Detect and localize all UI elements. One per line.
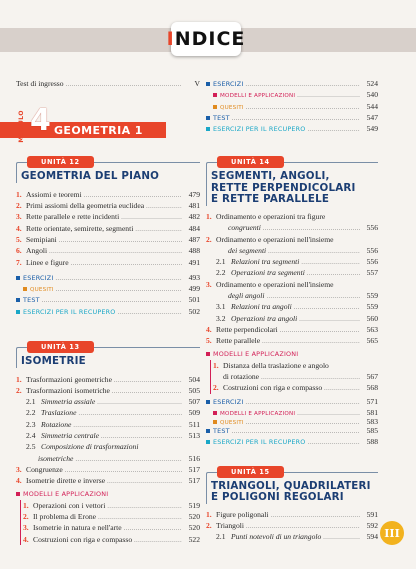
toc-entry-recupero[interactable]: ESERCIZI PER IL RECUPERO ..... 549 <box>206 123 378 134</box>
entry-number: 2.3 <box>26 419 36 429</box>
toc-entry[interactable] <box>16 453 200 464</box>
entry-page: 594 <box>366 532 378 542</box>
toc-entry[interactable] <box>206 245 378 256</box>
entry-number: 1. <box>206 211 212 221</box>
unit-12-extras <box>16 272 200 317</box>
entry-page: 482 <box>188 212 200 222</box>
entry-number: 4. <box>23 534 29 544</box>
toc-entry[interactable] <box>206 234 378 245</box>
leader-dots <box>323 533 360 544</box>
toc-entry-recupero[interactable]: ESERCIZI PER IL RECUPERO ..... 502 <box>16 306 200 317</box>
modelli-heading: MODELLI E APPLICAZIONI <box>206 349 378 360</box>
entry-number: 4. <box>16 223 22 233</box>
entry-page: 557 <box>366 268 378 278</box>
entry-number: 3. <box>23 523 29 533</box>
entry-number: 6. <box>16 246 22 256</box>
entry-label: degli angoli <box>228 291 265 301</box>
entry-label: isometriche <box>38 453 74 463</box>
entry-number: 5. <box>16 234 22 244</box>
modulo-title: GEOMETRIA 1 <box>54 124 143 137</box>
toc-entry-test-ingresso[interactable]: Test di ingresso ..... V <box>16 78 200 89</box>
square-bullet-icon <box>213 420 217 424</box>
modelli-list <box>20 500 200 545</box>
unit-13-modelli <box>16 489 200 545</box>
toc-entry-test[interactable]: TEST ..... 501 <box>16 294 200 305</box>
square-bullet-icon <box>206 400 210 404</box>
unit-14-extras <box>206 396 378 448</box>
entry-label: Rette parallele <box>216 336 261 346</box>
unit-15-tag: UNITÀ 15 <box>217 466 284 478</box>
entry-label: Ordinamento e operazioni nell'insieme <box>216 279 334 289</box>
entry-label: Punti notevoli di un triangolo <box>231 532 322 542</box>
leader-dots <box>324 384 360 395</box>
entry-label: Angoli <box>26 246 48 256</box>
title-rest: NDICE <box>174 28 246 50</box>
entry-label: Relazioni tra segmenti <box>231 257 300 267</box>
unit-13-tag: UNITÀ 13 <box>27 341 94 353</box>
right-column <box>206 78 378 543</box>
entry-label: Triangoli <box>216 520 244 530</box>
toc-entry[interactable] <box>206 290 378 301</box>
entry-number: 2. <box>16 385 22 395</box>
entry-page: 511 <box>188 419 200 429</box>
modelli-list <box>210 360 378 394</box>
entry-number: 1. <box>23 500 29 510</box>
entry-page: 520 <box>188 523 200 533</box>
entry-label: congruenti <box>228 223 261 233</box>
entry-label: Ordinamento e operazioni nell'insieme <box>216 234 334 244</box>
entry-number: 4. <box>16 476 22 486</box>
entry-label: Ordinamento e operazioni tra figure <box>216 211 326 221</box>
toc-entry[interactable] <box>206 222 378 233</box>
square-bullet-icon <box>23 287 27 291</box>
modulo-number: 4 <box>30 103 51 138</box>
square-bullet-icon <box>206 127 210 131</box>
toc-entry[interactable] <box>23 534 200 545</box>
entry-page: 487 <box>188 234 200 244</box>
entry-page: 491 <box>188 257 200 267</box>
toc-entry[interactable] <box>206 211 378 222</box>
toc-entry[interactable] <box>206 279 378 290</box>
entry-label: Distanza della traslazione e angolo <box>223 360 329 370</box>
entry-label: Traslazione <box>41 408 77 418</box>
toc-entry[interactable] <box>213 360 378 371</box>
entry-number: 2.2 <box>216 268 226 278</box>
entry-number: 3.2 <box>216 313 226 323</box>
unit-15-list <box>206 509 378 543</box>
toc-entry[interactable] <box>206 520 378 531</box>
entry-label: Trasformazioni geometriche <box>26 374 112 384</box>
toc-entry[interactable] <box>16 475 200 486</box>
toc-entry[interactable] <box>206 301 378 312</box>
entry-number: 3. <box>16 464 22 474</box>
unit-15-heading <box>206 467 378 504</box>
toc-entry-quesiti[interactable]: QUESITI ..... 583 <box>206 416 378 425</box>
toc-entry[interactable] <box>16 200 200 211</box>
entry-page: 559 <box>366 291 378 301</box>
toc-entry[interactable] <box>206 267 378 278</box>
entry-number: 1. <box>206 509 212 519</box>
toc-entry-modelli[interactable]: MODELLI E APPLICAZIONI ..... 581 <box>206 407 378 416</box>
entry-page: 513 <box>188 431 200 441</box>
square-bullet-icon <box>16 276 20 280</box>
toc-entry[interactable] <box>206 531 378 542</box>
unit-14-heading <box>206 158 378 206</box>
toc-entry[interactable] <box>213 382 378 393</box>
toc-entry-esercizi[interactable]: ESERCIZI ..... 524 <box>206 78 378 89</box>
page-number-badge: III <box>380 521 404 545</box>
entry-label: Isometrie dirette e inverse <box>26 476 106 486</box>
entry-number: 3.1 <box>216 302 226 312</box>
leader-dots <box>262 337 360 348</box>
entry-label: Assiomi e teoremi <box>26 189 82 199</box>
square-bullet-icon <box>16 298 20 302</box>
toc-entry[interactable] <box>16 441 200 452</box>
toc-entry-quesiti[interactable]: QUESITI ..... 544 <box>206 101 378 112</box>
square-bullet-icon <box>206 429 210 433</box>
entry-page: 481 <box>188 201 200 211</box>
title-initial: I <box>166 28 175 50</box>
entry-page: 567 <box>366 372 378 382</box>
toc-entry[interactable] <box>16 396 200 407</box>
entry-page: 520 <box>188 512 200 522</box>
entry-label: Costruzioni con riga e compasso <box>223 383 323 393</box>
entry-label: di rotazione <box>223 372 260 382</box>
modelli-heading: MODELLI E APPLICAZIONI <box>16 489 200 500</box>
entry-label: Il problema di Erone <box>33 512 97 522</box>
toc-entry-recupero[interactable]: ESERCIZI PER IL RECUPERO ..... 588 <box>206 436 378 447</box>
entry-label: Operazioni con i vettori <box>33 500 106 510</box>
unit-12-heading <box>16 158 200 183</box>
leader-dots <box>71 259 182 270</box>
entry-page: 504 <box>188 374 200 384</box>
entry-number: 2. <box>16 201 22 211</box>
toc-entry[interactable] <box>213 371 378 382</box>
square-bullet-icon <box>16 492 20 496</box>
toc-entry[interactable] <box>206 509 378 520</box>
toc-entry-test[interactable]: TEST ..... 547 <box>206 112 378 123</box>
unit-12-title: GEOMETRIA DEL PIANO <box>21 170 160 183</box>
modulo-word: MODULO <box>18 110 25 143</box>
toc-entry[interactable] <box>16 257 200 268</box>
entry-page: 560 <box>366 313 378 323</box>
square-bullet-icon <box>206 82 210 86</box>
square-bullet-icon <box>206 440 210 444</box>
unit-14-modelli <box>206 349 378 394</box>
square-bullet-icon <box>16 310 20 314</box>
unit-12-tag: UNITÀ 12 <box>27 156 94 168</box>
entry-page: 484 <box>188 223 200 233</box>
entry-label: Trasformazioni isometriche <box>26 385 110 395</box>
entry-page: 556 <box>366 257 378 267</box>
entry-page: 591 <box>366 509 378 519</box>
unit-14-tag: UNITÀ 14 <box>217 156 284 168</box>
entry-label: Linee e figure <box>26 257 69 267</box>
entry-number: 2. <box>213 383 219 393</box>
entry-number: 2.2 <box>26 408 36 418</box>
unit-12-list <box>16 189 200 268</box>
square-bullet-icon <box>206 352 210 356</box>
leader-dots <box>107 477 182 488</box>
entry-number: 2.1 <box>216 532 226 542</box>
toc-entry[interactable] <box>16 385 200 396</box>
entry-number: 2.1 <box>216 257 226 267</box>
leader-dots <box>134 536 182 547</box>
unit-13-title: ISOMETRIE <box>21 355 86 368</box>
entry-page: 592 <box>366 520 378 530</box>
entry-page: 563 <box>366 324 378 334</box>
toc-entry[interactable] <box>206 256 378 267</box>
entry-label: Rette perpendicolari <box>216 324 278 334</box>
unit-14-title-line: RETTE PERPENDICOLARI <box>211 181 356 194</box>
unit-13-list <box>16 374 200 487</box>
unit-15-title-line: E POLIGONI REGOLARI <box>211 491 344 504</box>
entry-number: 2.1 <box>26 397 36 407</box>
entry-page: 559 <box>366 302 378 312</box>
toc-entry-quesiti[interactable]: QUESITI ..... 499 <box>16 283 200 294</box>
unit-14-title-line: SEGMENTI, ANGOLI, <box>211 170 330 183</box>
toc-entry[interactable] <box>16 245 200 256</box>
right-top-extras <box>206 78 378 134</box>
page-title <box>166 22 246 56</box>
toc-entry-esercizi[interactable]: ESERCIZI ..... 493 <box>16 272 200 283</box>
entry-page: 479 <box>188 189 200 199</box>
entry-label: Congruenze <box>26 464 63 474</box>
entry-number: 7. <box>16 257 22 267</box>
entry-number: 3. <box>16 212 22 222</box>
entry-page: 565 <box>366 336 378 346</box>
entry-page: 556 <box>366 223 378 233</box>
toc-entry-modelli[interactable]: MODELLI E APPLICAZIONI ..... 540 <box>206 89 378 100</box>
entry-number: 4. <box>206 324 212 334</box>
unit-14-title-line: E RETTE PARALLELE <box>211 193 330 206</box>
entry-label: Costruzioni con riga e compasso <box>33 534 133 544</box>
toc-entry[interactable] <box>16 430 200 441</box>
entry-page: 516 <box>188 453 200 463</box>
unit-15-title-line: TRIANGOLI, QUADRILATERI <box>211 479 371 492</box>
entry-page: 556 <box>366 245 378 255</box>
unit-13-heading <box>16 343 200 368</box>
toc-entry[interactable] <box>16 223 200 234</box>
entry-label: Simmetria assiale <box>41 397 96 407</box>
entry-number: 2.4 <box>26 431 36 441</box>
entry-page: 522 <box>188 534 200 544</box>
entry-number: 3. <box>206 279 212 289</box>
entry-label: Relazioni tra angoli <box>231 302 292 312</box>
toc-entry[interactable] <box>206 335 378 346</box>
entry-page: 507 <box>188 397 200 407</box>
entry-label: Operazioni tra angoli <box>231 313 298 323</box>
toc-entry[interactable] <box>16 189 200 200</box>
entry-number: 1. <box>213 360 219 370</box>
toc-entry-test[interactable]: TEST ..... 585 <box>206 425 378 436</box>
entry-number: 1. <box>16 374 22 384</box>
entry-label: Rotazione <box>41 419 72 429</box>
toc-entry-esercizi[interactable]: ESERCIZI ..... 571 <box>206 396 378 407</box>
entry-number: 5. <box>206 336 212 346</box>
entry-label: dei segmenti <box>228 245 267 255</box>
entry-page: 517 <box>188 476 200 486</box>
entry-page: 488 <box>188 246 200 256</box>
square-bullet-icon <box>213 411 217 415</box>
toc-entry[interactable] <box>16 464 200 475</box>
entry-label: Simmetria centrale <box>41 431 99 441</box>
unit-14-list <box>206 211 378 347</box>
entry-page: 568 <box>366 383 378 393</box>
entry-label: Figure poligonali <box>216 509 269 519</box>
toc-entry[interactable] <box>16 407 200 418</box>
entry-number: 2. <box>206 520 212 530</box>
entry-label: Primi assiomi della geometria euclidea <box>26 201 145 211</box>
toc-entry[interactable] <box>23 500 200 511</box>
toc-entry[interactable] <box>16 374 200 385</box>
entry-page: 505 <box>188 385 200 395</box>
entry-number: 2.5 <box>26 442 36 452</box>
entry-label: Semipiani <box>26 234 57 244</box>
entry-label: Rette orientate, semirette, segmenti <box>26 223 134 233</box>
entry-label: Composizione di trasformazioni <box>41 442 139 452</box>
toc-entry[interactable] <box>16 419 200 430</box>
entry-label: Rette parallele e rette incidenti <box>26 212 120 222</box>
entry-number: 1. <box>16 189 22 199</box>
entry-label: Isometrie in natura e nell'arte <box>33 523 122 533</box>
square-bullet-icon <box>206 116 210 120</box>
toc-entry[interactable] <box>16 234 200 245</box>
square-bullet-icon <box>213 93 217 97</box>
toc-entry[interactable] <box>206 313 378 324</box>
entry-label: Operazioni tra segmenti <box>231 268 305 278</box>
entry-page: 519 <box>188 500 200 510</box>
square-bullet-icon <box>213 105 217 109</box>
left-column <box>16 78 200 545</box>
entry-number: 2. <box>23 512 29 522</box>
toc-entry[interactable] <box>23 522 200 533</box>
entry-number: 2. <box>206 234 212 244</box>
toc-entry[interactable] <box>16 211 200 222</box>
toc-entry[interactable] <box>206 324 378 335</box>
toc-entry[interactable] <box>23 511 200 522</box>
entry-page: 509 <box>188 408 200 418</box>
entry-page: 517 <box>188 464 200 474</box>
